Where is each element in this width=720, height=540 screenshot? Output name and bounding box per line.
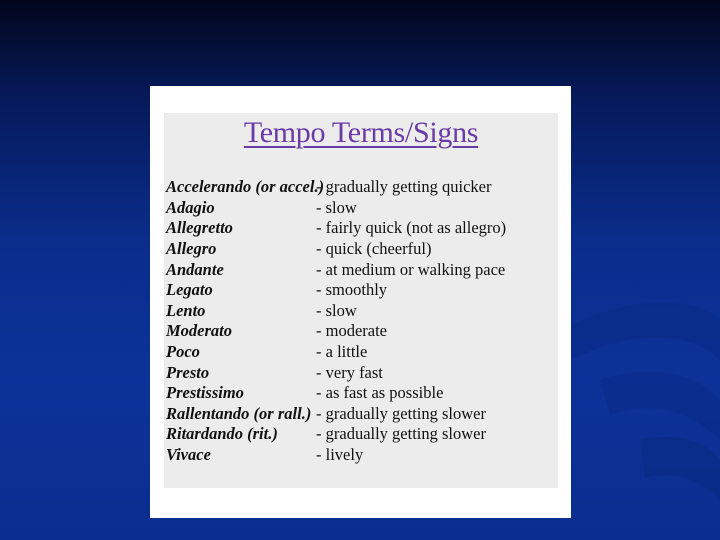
term-row	[166, 321, 556, 342]
term-row	[166, 362, 556, 383]
term-definition: - a little	[316, 342, 368, 362]
term-name: Poco	[166, 342, 200, 362]
term-name: Ritardando (rit.)	[166, 424, 278, 444]
term-definition: - lively	[316, 445, 364, 465]
term-row	[166, 239, 556, 260]
term-row	[166, 383, 556, 404]
term-row	[166, 198, 556, 219]
term-definition: - quick (cheerful)	[316, 239, 432, 259]
term-name: Accelerando (or accel.)	[166, 177, 325, 197]
term-definition: - very fast	[316, 362, 383, 382]
term-definition: - slow	[316, 197, 357, 217]
term-definition: - smoothly	[316, 280, 388, 300]
term-name: Adagio	[166, 197, 215, 217]
term-row	[166, 218, 556, 239]
term-definition: - fairly quick (not as allegro)	[316, 218, 507, 238]
term-name: Rallentando (or rall.)	[166, 403, 312, 423]
term-row	[166, 259, 556, 280]
term-name: Allegro	[166, 239, 217, 259]
term-row	[166, 404, 556, 425]
term-definition: - as fast as possible	[316, 383, 444, 403]
term-definition: - gradually getting quicker	[316, 177, 492, 197]
term-definition: - gradually getting slower	[316, 403, 486, 423]
term-row	[166, 342, 556, 363]
term-definition: - moderate	[316, 321, 388, 341]
term-name: Vivace	[166, 445, 211, 465]
term-definition: - gradually getting slower	[316, 424, 486, 444]
slide-title: Tempo Terms/Signs	[243, 116, 479, 149]
term-name: Andante	[166, 259, 224, 279]
term-row	[166, 424, 556, 445]
term-name: Legato	[166, 280, 213, 300]
term-definition: - at medium or walking pace	[316, 259, 506, 279]
term-definition: - slow	[316, 300, 357, 320]
term-row	[166, 177, 556, 198]
term-row	[166, 445, 556, 466]
term-name: Lento	[166, 300, 206, 320]
terms-list	[166, 177, 556, 465]
term-name: Moderato	[166, 321, 232, 341]
term-name: Allegretto	[166, 218, 233, 238]
term-row	[166, 280, 556, 301]
term-row	[166, 301, 556, 322]
term-name: Prestissimo	[166, 383, 244, 403]
term-name: Presto	[166, 362, 210, 382]
